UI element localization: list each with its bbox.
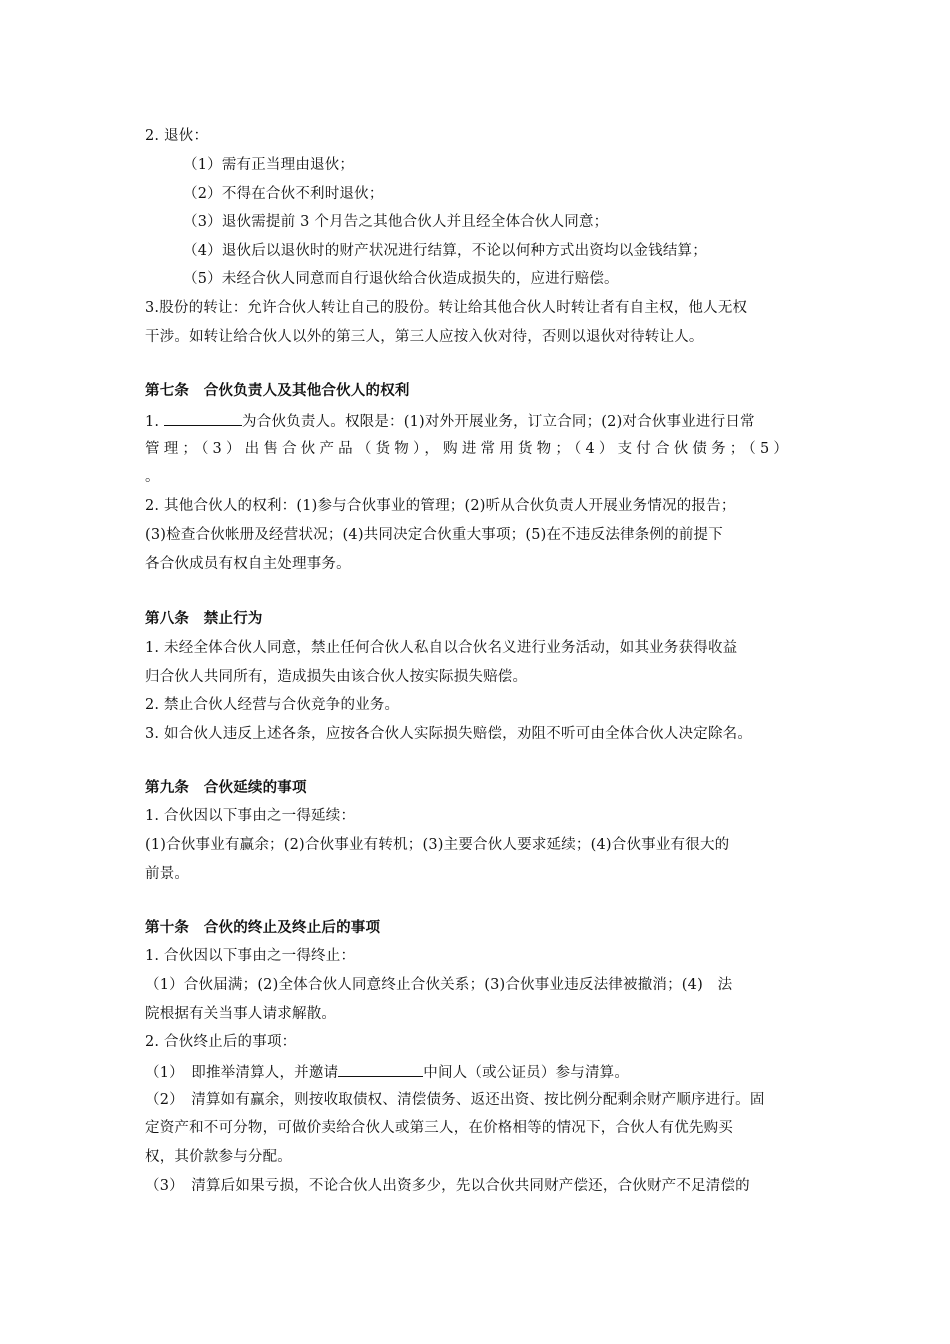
share-transfer-line-1: 3.股份的转让：允许合伙人转让自己的股份。转让给其他合伙人时转让者有自主权，他人无权	[145, 300, 748, 316]
article-8-line-3: 2. 禁止合伙人经营与合伙竞争的业务。	[145, 697, 400, 713]
article-10-line-3: 院根据有关当事人请求解散。	[145, 1006, 337, 1022]
article-7-item-1-text: 为合伙负责人。权限是：(1)对外开展业务，订立合同；(2)对合伙事业进行日常	[242, 414, 755, 430]
article-9-line-2: (1)合伙事业有赢余；(2)合伙事业有转机；(3)主要合伙人要求延续；(4)合伙事业有很大的	[145, 837, 730, 853]
responsible-partner-blank[interactable]	[164, 410, 242, 426]
article-9-line-3: 前景。	[145, 866, 190, 882]
article-10-line-7: 定资产和不可分物，可做价卖给合伙人或第三人，在价格相等的情况下，合伙人有优先购买	[145, 1120, 733, 1136]
article-7-item-1-line-1	[145, 410, 810, 432]
article-7-item-1-line-2: 管理；（3）出售合伙产品（货物），购进常用货物；（4）支付合伙债务；（5）	[145, 441, 793, 457]
withdrawal-condition-4: （4）退伙后以退伙时的财产状况进行结算，不论以何种方式出资均以金钱结算；	[183, 243, 707, 259]
article-7-item-2-line-3: 各合伙成员有权自主处理事务。	[145, 556, 351, 572]
article-10-line-8: 权，其价款参与分配。	[145, 1149, 292, 1165]
liquidation-text-suffix: 中间人（或公证员）参与清算。	[423, 1065, 630, 1081]
article-9-line-1: 1. 合伙因以下事由之一得延续：	[145, 808, 356, 824]
intermediary-blank[interactable]	[338, 1061, 423, 1077]
withdrawal-condition-3: （3）退伙需提前 3 个月告之其他合伙人并且经全体合伙人同意；	[183, 214, 609, 230]
article-7-item-1-number: 1.	[145, 414, 165, 430]
withdrawal-condition-1: （1）需有正当理由退伙；	[183, 157, 355, 173]
article-9-heading: 第九条 合伙延续的事项	[145, 779, 307, 796]
article-7-item-2-line-2: (3)检查合伙帐册及经营状况；(4)共同决定合伙重大事项；(5)在不违反法律条例的前提下	[145, 527, 723, 543]
share-transfer-line-2: 干涉。如转让给合伙人以外的第三人，第三人应按入伙对待，否则以退伙对待转让人。	[145, 329, 704, 345]
withdrawal-condition-2: （2）不得在合伙不利时退伙；	[183, 186, 384, 202]
withdrawal-condition-5: （5）未经合伙人同意而自行退伙给合伙造成损失的，应进行赔偿。	[183, 271, 619, 287]
article-10-heading: 第十条 合伙的终止及终止后的事项	[145, 919, 381, 936]
article-8-line-2: 归合伙人共同所有，造成损失由该合伙人按实际损失赔偿。	[145, 669, 528, 685]
article-10-line-9: （3） 清算后如果亏损，不论合伙人出资多少，先以合伙共同财产偿还，合伙财产不足清偿的	[145, 1178, 750, 1194]
article-7-item-2-line-1: 2. 其他合伙人的权利：(1)参与合伙事业的管理；(2)听从合伙负责人开展业务情况的报告；	[145, 498, 736, 514]
article-10-liquidation-line	[145, 1061, 810, 1083]
article-10-line-4: 2. 合伙终止后的事项：	[145, 1034, 297, 1050]
article-8-heading: 第八条 禁止行为	[145, 610, 263, 627]
article-7-item-1-line-3: 。	[145, 469, 160, 485]
withdrawal-heading: 2. 退伙：	[145, 128, 209, 144]
article-8-line-1: 1. 未经全体合伙人同意，禁止任何合伙人私自以合伙名义进行业务活动，如其业务获得收益	[145, 640, 738, 656]
article-10-line-1: 1. 合伙因以下事由之一得终止：	[145, 948, 356, 964]
article-7-heading: 第七条 合伙负责人及其他合伙人的权利	[145, 382, 410, 399]
article-10-line-6: （2） 清算如有赢余，则按收取债权、清偿债务、返还出资、按比例分配剩余财产顺序进行。固	[145, 1092, 765, 1108]
article-10-line-2: （1）合伙届满；(2)全体合伙人同意终止合伙关系；(3)合伙事业违反法律被撤消；(4) 法	[145, 977, 733, 993]
article-8-line-4: 3. 如合伙人违反上述各条，应按各合伙人实际损失赔偿，劝阻不听可由全体合伙人决定除名。	[145, 726, 753, 742]
liquidation-text-prefix: （1） 即推举清算人，并邀请	[145, 1065, 339, 1081]
